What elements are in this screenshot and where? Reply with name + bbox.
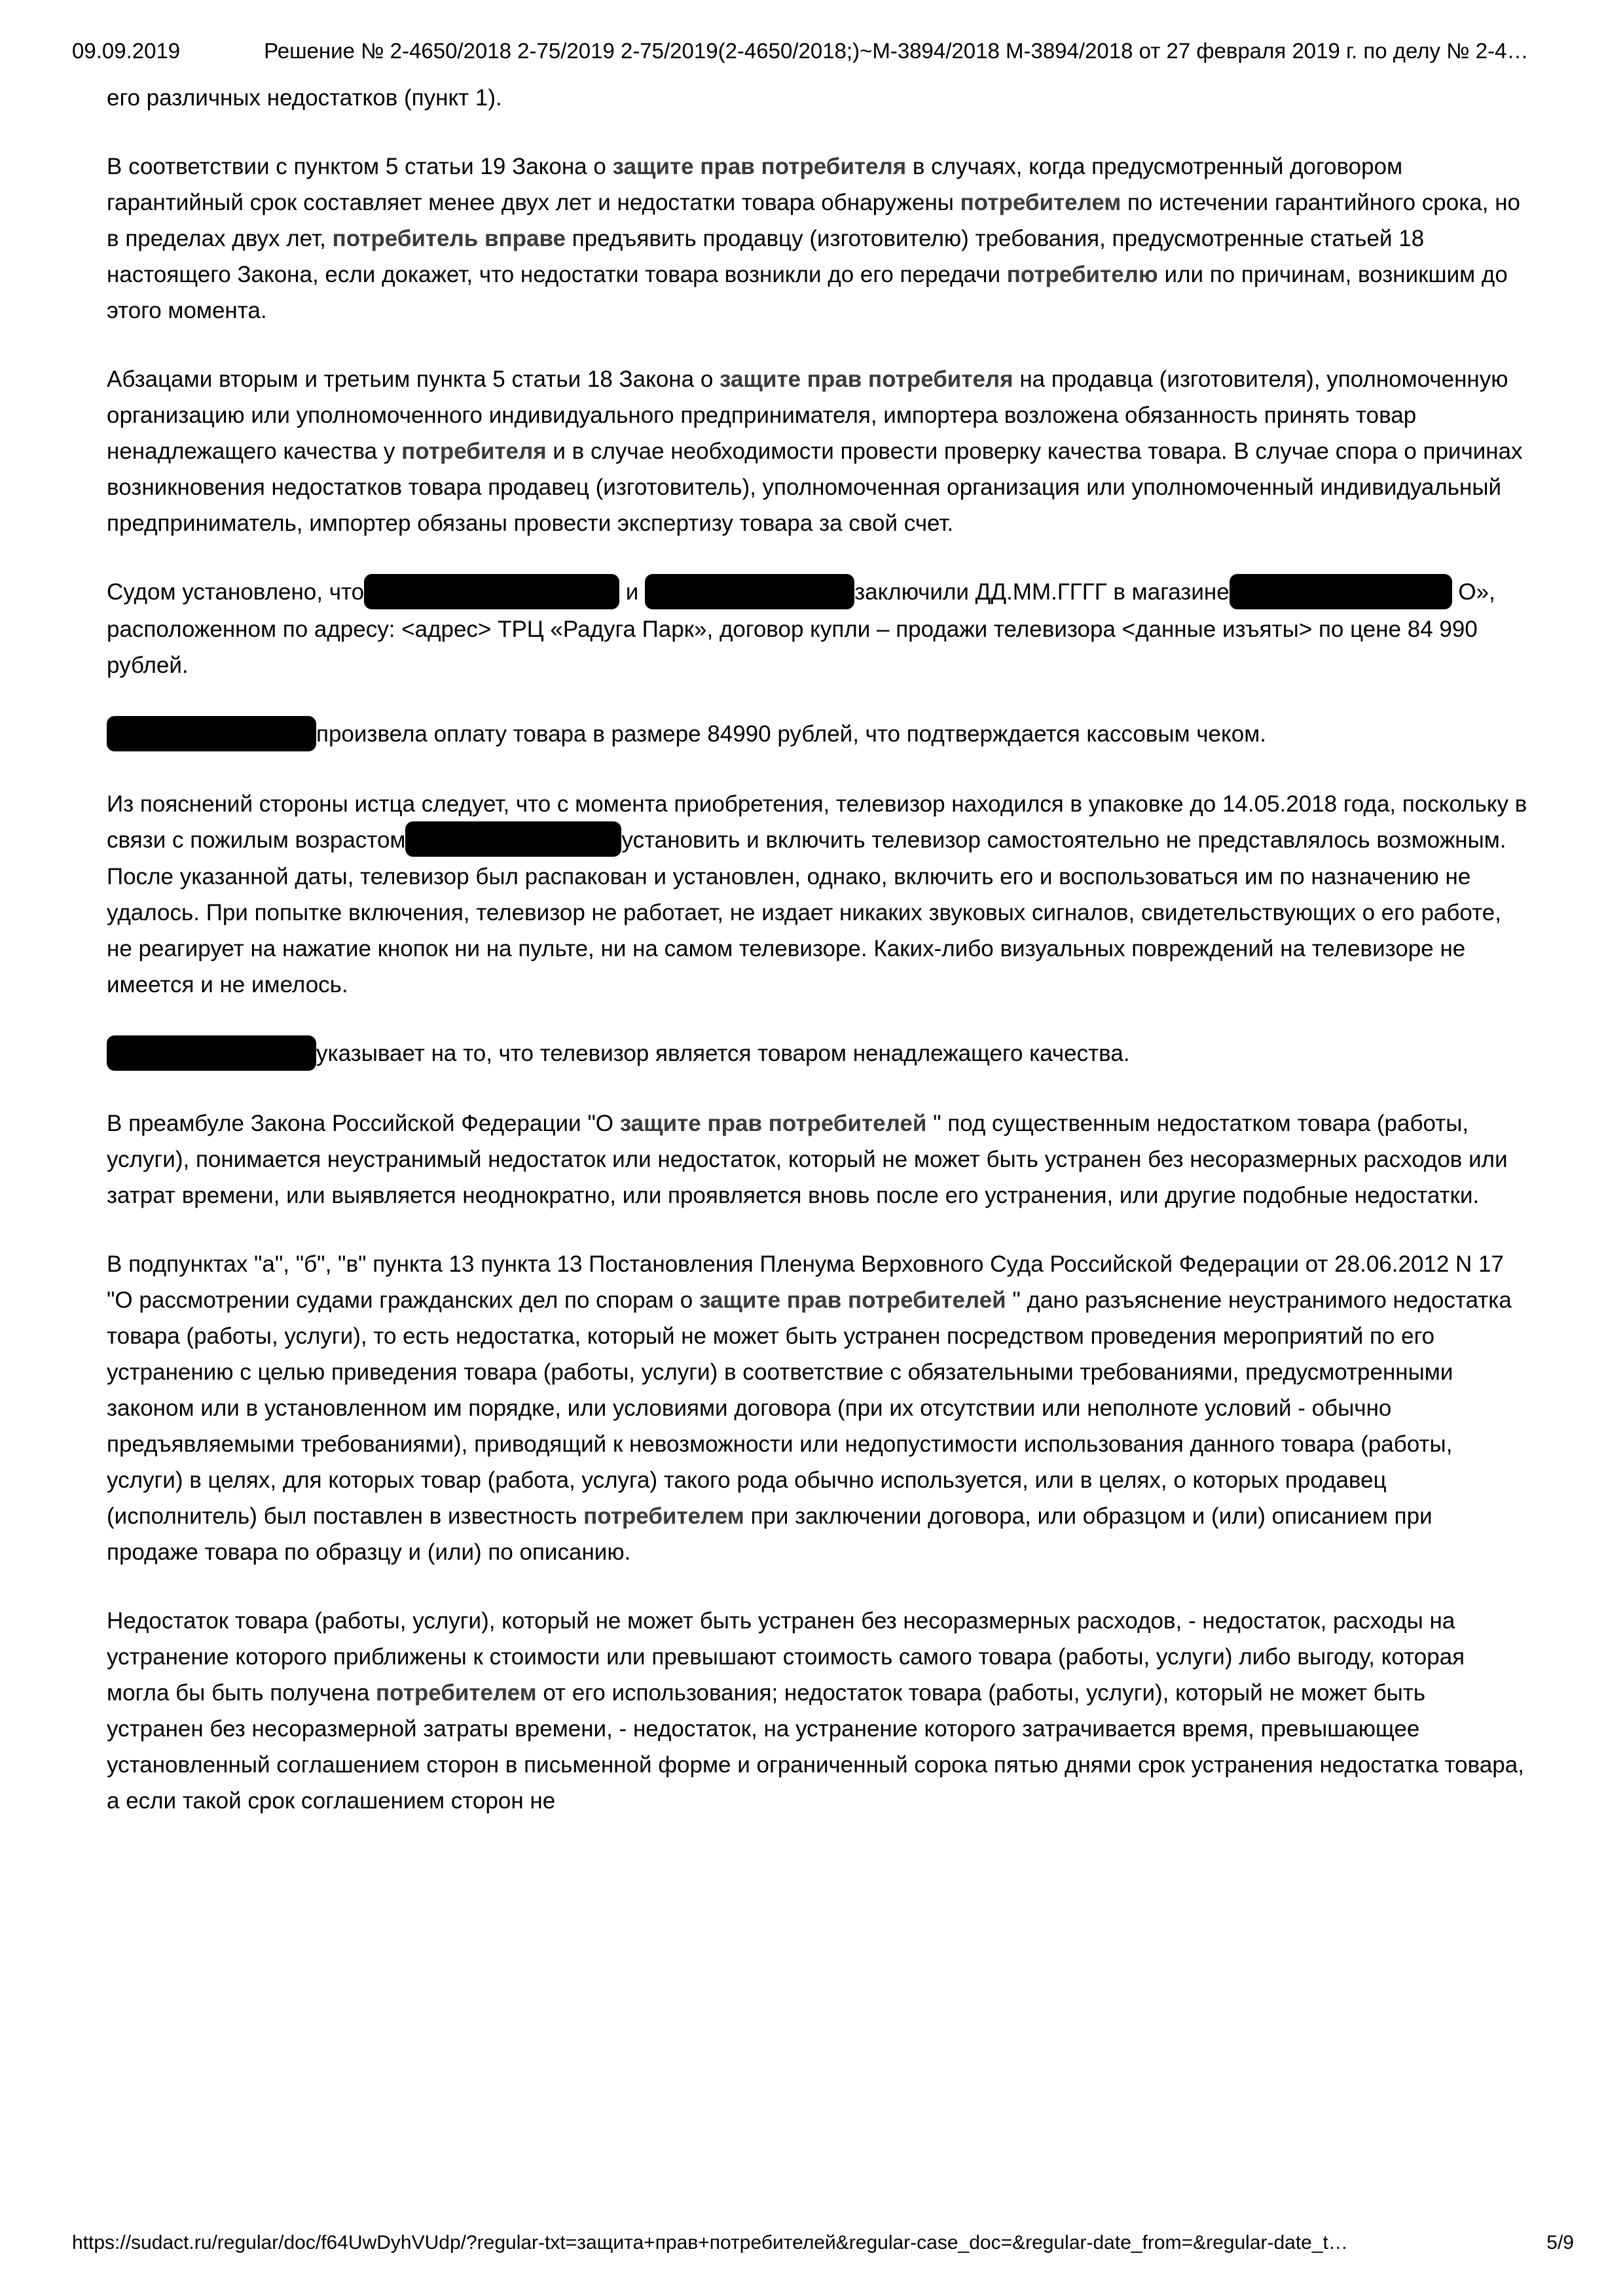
paragraph: указывает на то, что телевизор является товаром ненадлежащего качества. (107, 1035, 1527, 1073)
highlighted-search-term: потребителем (583, 1503, 744, 1529)
paragraph: В преамбуле Закона Российской Федерации "О защите прав потребителей " под существенным недостатком товара (работы, услуги), понимается неустранимый недостаток или недостаток, который не может быть устранен без несоразмерных расходов или затрат времени, или выявляется неоднократно, или проявляется вновь после его устранения, или другие подобные недостатки. (107, 1111, 1508, 1208)
source-url: https://sudact.ru/regular/doc/f64UwDyhVUdp/?regular-txt=защита+прав+потребителей&regular-case_doc=&regular-date_from=&regular-date_t… (72, 2232, 1348, 2253)
paragraph: Судом установлено, что и заключили ДД.ММ.ГГГГ в магазине О», расположенном по адресу: <адрес> ТРЦ «Радуга Парк», договор купли – продажи телевизора <данные изъяты> по цене 84 990 рублей. (107, 574, 1527, 683)
highlighted-search-term: защите прав потребителя (720, 367, 1013, 392)
paragraph: Из пояснений стороны истца следует, что с момента приобретения, телевизор находился в упаковке до 14.05.2018 года, поскольку в связи с пожилым возрастом установить и включить телевизор самостоятельно не представлялось возможным. После указанной даты, телевизор был распакован и установлен, однако, включить его и воспользоваться им по назначению не удалось. При попытке включения, телевизор не работает, не издает никаких звуковых сигналов, свидетельствующих о его работе, не реагирует на нажатие кнопок ни на пульте, ни на самом телевизоре. Каких-либо визуальных повреждений на телевизоре не имеется и не имелось. (107, 791, 1527, 998)
redaction-bar (364, 574, 619, 609)
paragraph: Абзацами вторым и третьим пункта 5 статьи 18 Закона о защите прав потребителя на продавца (изготовителя), уполномоченную организацию или уполномоченного индивидуального предпринимателя, импортера возложена обязанность принять товар ненадлежащего качества у потребителя и в случае необходимости провести проверку качества товара. В случае спора о причинах возникновения недостатков товара продавец (изготовитель), уполномоченная организация или уполномоченный индивидуальный предприниматель, импортер обязаны провести экспертизу товара за свой счет. (107, 367, 1523, 536)
print-date: 09.09.2019 (72, 39, 181, 63)
paragraph: В соответствии с пунктом 5 статьи 19 Закона о защите прав потребителя в случаях, когда предусмотренный договором гарантийный срок составляет менее двух лет и недостатки товара обнаружены потребителем по истечении гарантийного срока, но в пределах двух лет, потребитель вправе предъявить продавцу (изготовителю) требования, предусмотренные статьей 18 настоящего Закона, если докажет, что недостатки товара возникли до его передачи потребителю или по причинам, возникшим до этого момента. (107, 154, 1521, 323)
highlighted-search-term: потребителем (960, 190, 1122, 215)
highlighted-search-term: защите прав потребителей (619, 1111, 927, 1136)
redaction-bar (405, 821, 621, 857)
paragraph: его различных недостатков (пункт 1). (107, 85, 502, 111)
print-header (72, 38, 1574, 64)
redaction-bar (645, 574, 854, 609)
highlighted-search-term: потребителю (1006, 262, 1158, 287)
print-footer (72, 2231, 1574, 2255)
paragraph: Недостаток товара (работы, услуги), который не может быть устранен без несоразмерных расходов, - недостаток, расходы на устранение которого приближены к стоимости или превышают стоимость самого товара (работы, услуги) либо выгоду, которая могла бы быть получена потребителем от его использования; недостаток товара (работы, услуги), который не может быть устранен без несоразмерной затраты времени, - недостаток, на устранение которого затрачивается время, превышающее установленный соглашением сторон в письменной форме и ограниченный сорока пятью днями срок устранения недостатка товара, а если такой срок соглашением сторон не (107, 1608, 1524, 1814)
highlighted-search-term: защите прав потребителей (699, 1287, 1006, 1313)
document-title: Решение № 2-4650/2018 2-75/2019 2-75/2019(2-4650/2018;)~М-3894/2018 М-3894/2018 от 27 февраля 2019 г. по делу № 2-4… (264, 39, 1529, 63)
highlighted-search-term: потребитель вправе (332, 226, 566, 251)
redaction-bar (1230, 574, 1452, 609)
redaction-bar (107, 1035, 316, 1071)
page-number-indicator: 5/9 (1546, 2232, 1574, 2253)
redaction-bar (107, 716, 316, 751)
paragraph: В подпунктах "а", "б", "в" пункта 13 пункта 13 Постановления Пленума Верховного Суда Российской Федерации от 28.06.2012 N 17 "О рассмотрении судами гражданских дел по спорам о защите прав потребителей " дано разъяснение неустранимого недостатка товара (работы, услуги), то есть недостатка, который не может быть устранен посредством проведения мероприятий по его устранению с целью приведения товара (работы, услуги) в соответствие с обязательными требованиями, предусмотренными законом или в установленном им порядке, или условиями договора (при их отсутствии или неполноте условий - обычно предъявляемыми требованиями), приводящий к невозможности или недопустимости использования данного товара (работы, услуги) в целях, для которых товар (работа, услуга) такого рода обычно используется, или в целях, о которых продавец (исполнитель) был поставлен в известность потребителем при заключении договора, или образцом и (или) описанием при продаже товара по образцу и (или) по описанию. (107, 1251, 1512, 1565)
highlighted-search-term: потребителем (376, 1680, 537, 1706)
highlighted-search-term: потребителя (401, 439, 547, 464)
document-body (107, 80, 1527, 1819)
paragraph: произвела оплату товара в размере 84990 рублей, что подтверждается кассовым чеком. (107, 716, 1527, 753)
highlighted-search-term: защите прав потребителя (612, 154, 907, 179)
